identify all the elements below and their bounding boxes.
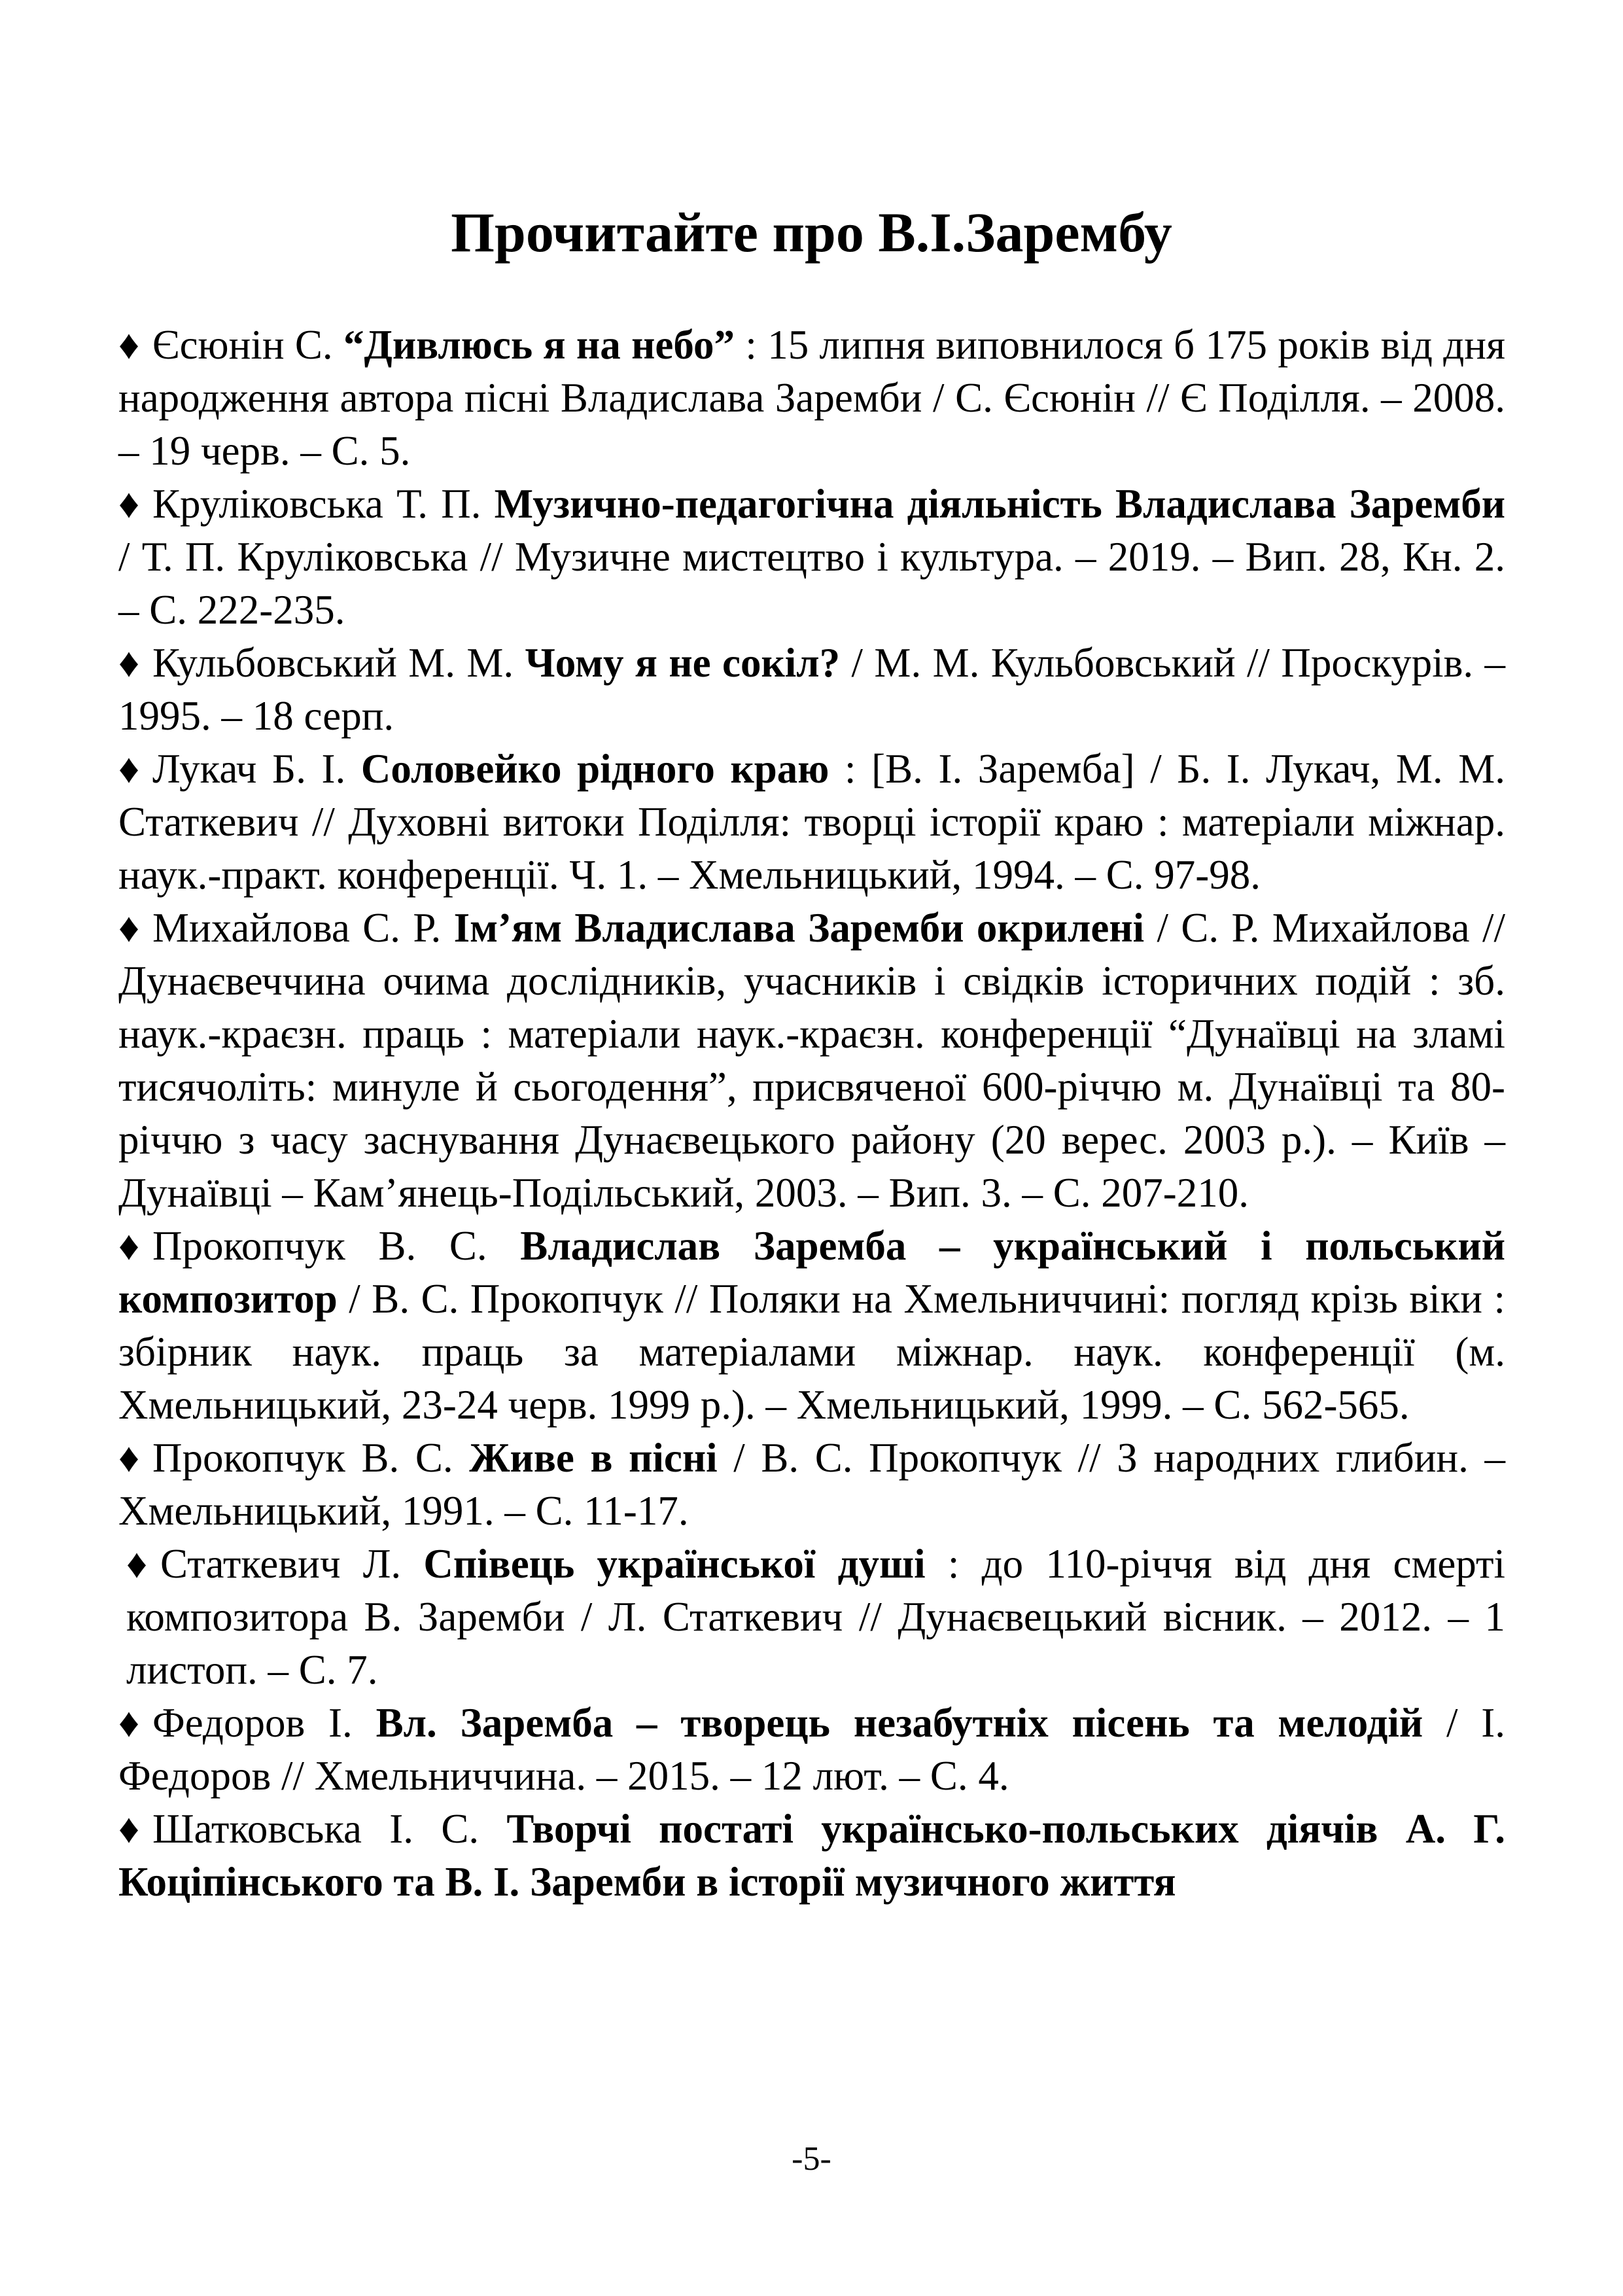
bibliography-entry xyxy=(118,478,1505,637)
bibliography-list xyxy=(118,319,1505,1909)
diamond-bullet-icon: ♦ xyxy=(118,481,140,527)
diamond-bullet-icon: ♦ xyxy=(118,640,140,686)
entry-title: “Дивлюсь я на небо” xyxy=(343,322,735,368)
entry-title: Вл. Заремба – творець незабутніх пісень та мелодій xyxy=(375,1700,1423,1746)
entry-title: Живе в пісні xyxy=(469,1435,718,1481)
bibliography-entry xyxy=(118,1538,1505,1697)
diamond-bullet-icon: ♦ xyxy=(118,1700,140,1746)
entry-title: Музично-педагогічна діяльність Владислава Заремби xyxy=(494,481,1506,527)
diamond-bullet-icon: ♦ xyxy=(118,1435,140,1481)
diamond-bullet-icon: ♦ xyxy=(126,1541,148,1587)
entry-author: Михайлова С. Р. xyxy=(152,905,454,951)
bibliography-entry xyxy=(118,1697,1505,1803)
bibliography-entry xyxy=(118,1432,1505,1538)
entry-details: : до 110-річчя від дня смерті композитора В. Заремби / Л. Статкевич // Дунаєвецький вісник. – 2012. – 1 листоп. – С. 7. xyxy=(126,1541,1505,1693)
entry-author: Кульбовський М. М. xyxy=(152,640,525,686)
entry-title: Чому я не сокіл? xyxy=(525,640,841,686)
bibliography-entry xyxy=(118,1803,1505,1909)
diamond-bullet-icon: ♦ xyxy=(118,905,140,951)
entry-details: / С. Р. Михайлова // Дунаєвеччина очима дослідників, учасників і свідків історичних подій : зб. наук.-краєзн. праць : матеріали наук.-краєзн. конференції “Дунаївці на зламі тисячоліть: минуле й сьогодення”, присвяченої 600-річчю м. Дунаївці та 80-річчю з часу заснування Дунаєвецького району (20 верес. 2003 р.). – Київ – Дунаївці – Кам’янець-Подільський, 2003. – Вип. 3. – С. 207-210. xyxy=(118,905,1505,1216)
entry-details: / Т. П. Круліковська // Музичне мистецтво і культура. – 2019. – Вип. 28, Кн. 2. – С. 222-235. xyxy=(118,534,1505,633)
entry-author: Прокопчук В. С. xyxy=(152,1223,521,1269)
bibliography-entry xyxy=(118,743,1505,902)
entry-author: Прокопчук В. С. xyxy=(152,1435,470,1481)
entry-author: Статкевич Л. xyxy=(160,1541,424,1587)
bibliography-entry xyxy=(118,637,1505,743)
entry-details: : [В. І. Заремба] / Б. І. Лукач, М. М. Статкевич // Духовні витоки Поділля: творці історії краю : матеріали міжнар. наук.-практ. конференції. Ч. 1. – Хмельницький, 1994. – С. 97-98. xyxy=(118,746,1506,898)
entry-title: Співець української душі xyxy=(423,1541,926,1587)
entry-title: Ім’ям Владислава Заремби окрилені xyxy=(453,905,1145,951)
entry-title: Соловейко рідного краю xyxy=(360,746,829,792)
bibliography-entry xyxy=(118,902,1505,1220)
entry-details: / І. Федоров // Хмельниччина. – 2015. – 12 лют. – С. 4. xyxy=(118,1700,1506,1799)
page-title: Прочитайте про В.І.Зарембу xyxy=(451,201,1172,264)
page-number: -5- xyxy=(792,2140,831,2178)
diamond-bullet-icon: ♦ xyxy=(118,1806,140,1852)
entry-author: Шатковська І. С. xyxy=(152,1806,507,1852)
entry-details: / М. М. Кульбовський // Проскурів. – 1995. – 18 серп. xyxy=(118,640,1506,739)
entry-details: / В. С. Прокопчук // З народних глибин. – Хмельницький, 1991. – С. 11-17. xyxy=(118,1435,1505,1534)
entry-author: Лукач Б. І. xyxy=(152,746,361,792)
entry-author: Круліковська Т. П. xyxy=(152,481,495,527)
entry-details: / В. С. Прокопчук // Поляки на Хмельниччині: погляд крізь віки : збірник наук. праць за матеріалами міжнар. наук. конференції (м. Хмельницький, 23-24 черв. 1999 р.). – Хмельницький, 1999. – С. 562-565. xyxy=(118,1276,1505,1428)
diamond-bullet-icon: ♦ xyxy=(118,1223,140,1269)
bibliography-entry xyxy=(118,1220,1505,1432)
entry-title: Творчі постаті українсько-польських діячів А. Г. Коціпінського та В. І. Заремби в історії музичного життя xyxy=(118,1806,1506,1905)
bibliography-entry xyxy=(118,319,1505,478)
entry-author: Федоров І. xyxy=(152,1700,376,1746)
diamond-bullet-icon: ♦ xyxy=(118,322,140,368)
entry-details: : 15 липня виповнилося б 175 років від дня народження автора пісні Владислава Заремби / С. Єсюнін // Є Поділля. – 2008. – 19 черв. – С. 5. xyxy=(118,322,1505,474)
entry-author: Єсюнін С. xyxy=(152,322,344,368)
entry-title: Владислав Заремба – український і польський композитор xyxy=(118,1223,1505,1322)
diamond-bullet-icon: ♦ xyxy=(118,746,140,792)
